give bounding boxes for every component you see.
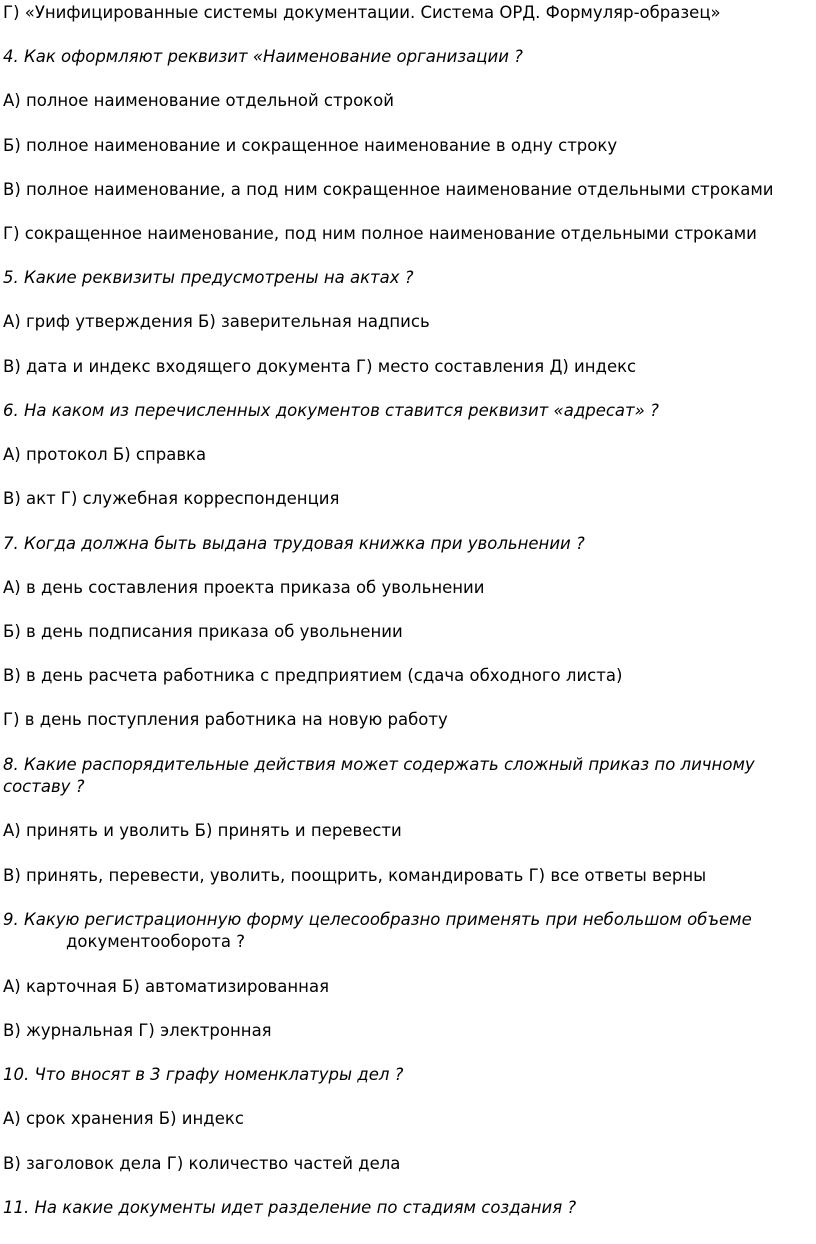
question-6: 6. На каком из перечисленных документов ставится реквизит «адресат» ? [3, 401, 659, 420]
question-11: 11. На какие документы идет разделение по стадиям создания ? [3, 1198, 577, 1217]
answer-option: А) гриф утверждения Б) заверительная надпись [3, 312, 430, 331]
question-4: 4. Как оформляют реквизит «Наименование организации ? [3, 47, 523, 66]
answer-option: А) принять и уволить Б) принять и перевести [3, 821, 402, 840]
question-7: 7. Когда должна быть выдана трудовая книжка при увольнении ? [3, 534, 585, 553]
answer-option: Г) в день поступления работника на новую работу [3, 710, 448, 729]
answer-option: А) полное наименование отдельной строкой [3, 91, 394, 110]
answer-option: В) принять, перевести, уволить, поощрить, командировать Г) все ответы верны [3, 866, 707, 885]
question-5: 5. Какие реквизиты предусмотрены на актах ? [3, 268, 414, 287]
answer-option: В) акт Г) служебная корреспонденция [3, 489, 340, 508]
question-9: 9. Какую регистрационную форму целесообразно применять при небольшом объеме [3, 910, 752, 929]
answer-option: А) в день составления проекта приказа об увольнении [3, 578, 485, 597]
answer-option: Б) в день подписания приказа об увольнении [3, 622, 403, 641]
answer-option: Г) сокращенное наименование, под ним полное наименование отдельными строками [3, 224, 757, 243]
question-9-continuation: документооборота ? [66, 932, 245, 951]
answer-option: А) срок хранения Б) индекс [3, 1109, 244, 1128]
question-8: 8. Какие распорядительные действия может содержать сложный приказ по личному составу ? [3, 755, 755, 796]
answer-option: В) заголовок дела Г) количество частей дела [3, 1154, 401, 1173]
text-line: Г) «Унифицированные системы документации. Система ОРД. Формуляр-образец» [3, 3, 721, 22]
answer-option: В) полное наименование, а под ним сокращенное наименование отдельными строками [3, 180, 774, 199]
question-10: 10. Что вносят в 3 графу номенклатуры дел ? [3, 1065, 404, 1084]
answer-option: В) в день расчета работника с предприятием (сдача обходного листа) [3, 666, 623, 685]
answer-option: А) протокол Б) справка [3, 445, 207, 464]
answer-option: В) журнальная Г) электронная [3, 1021, 272, 1040]
answer-option: Б) полное наименование и сокращенное наименование в одну строку [3, 136, 618, 155]
answer-option: В) дата и индекс входящего документа Г) место составления Д) индекс [3, 357, 637, 376]
answer-option: А) карточная Б) автоматизированная [3, 977, 329, 996]
